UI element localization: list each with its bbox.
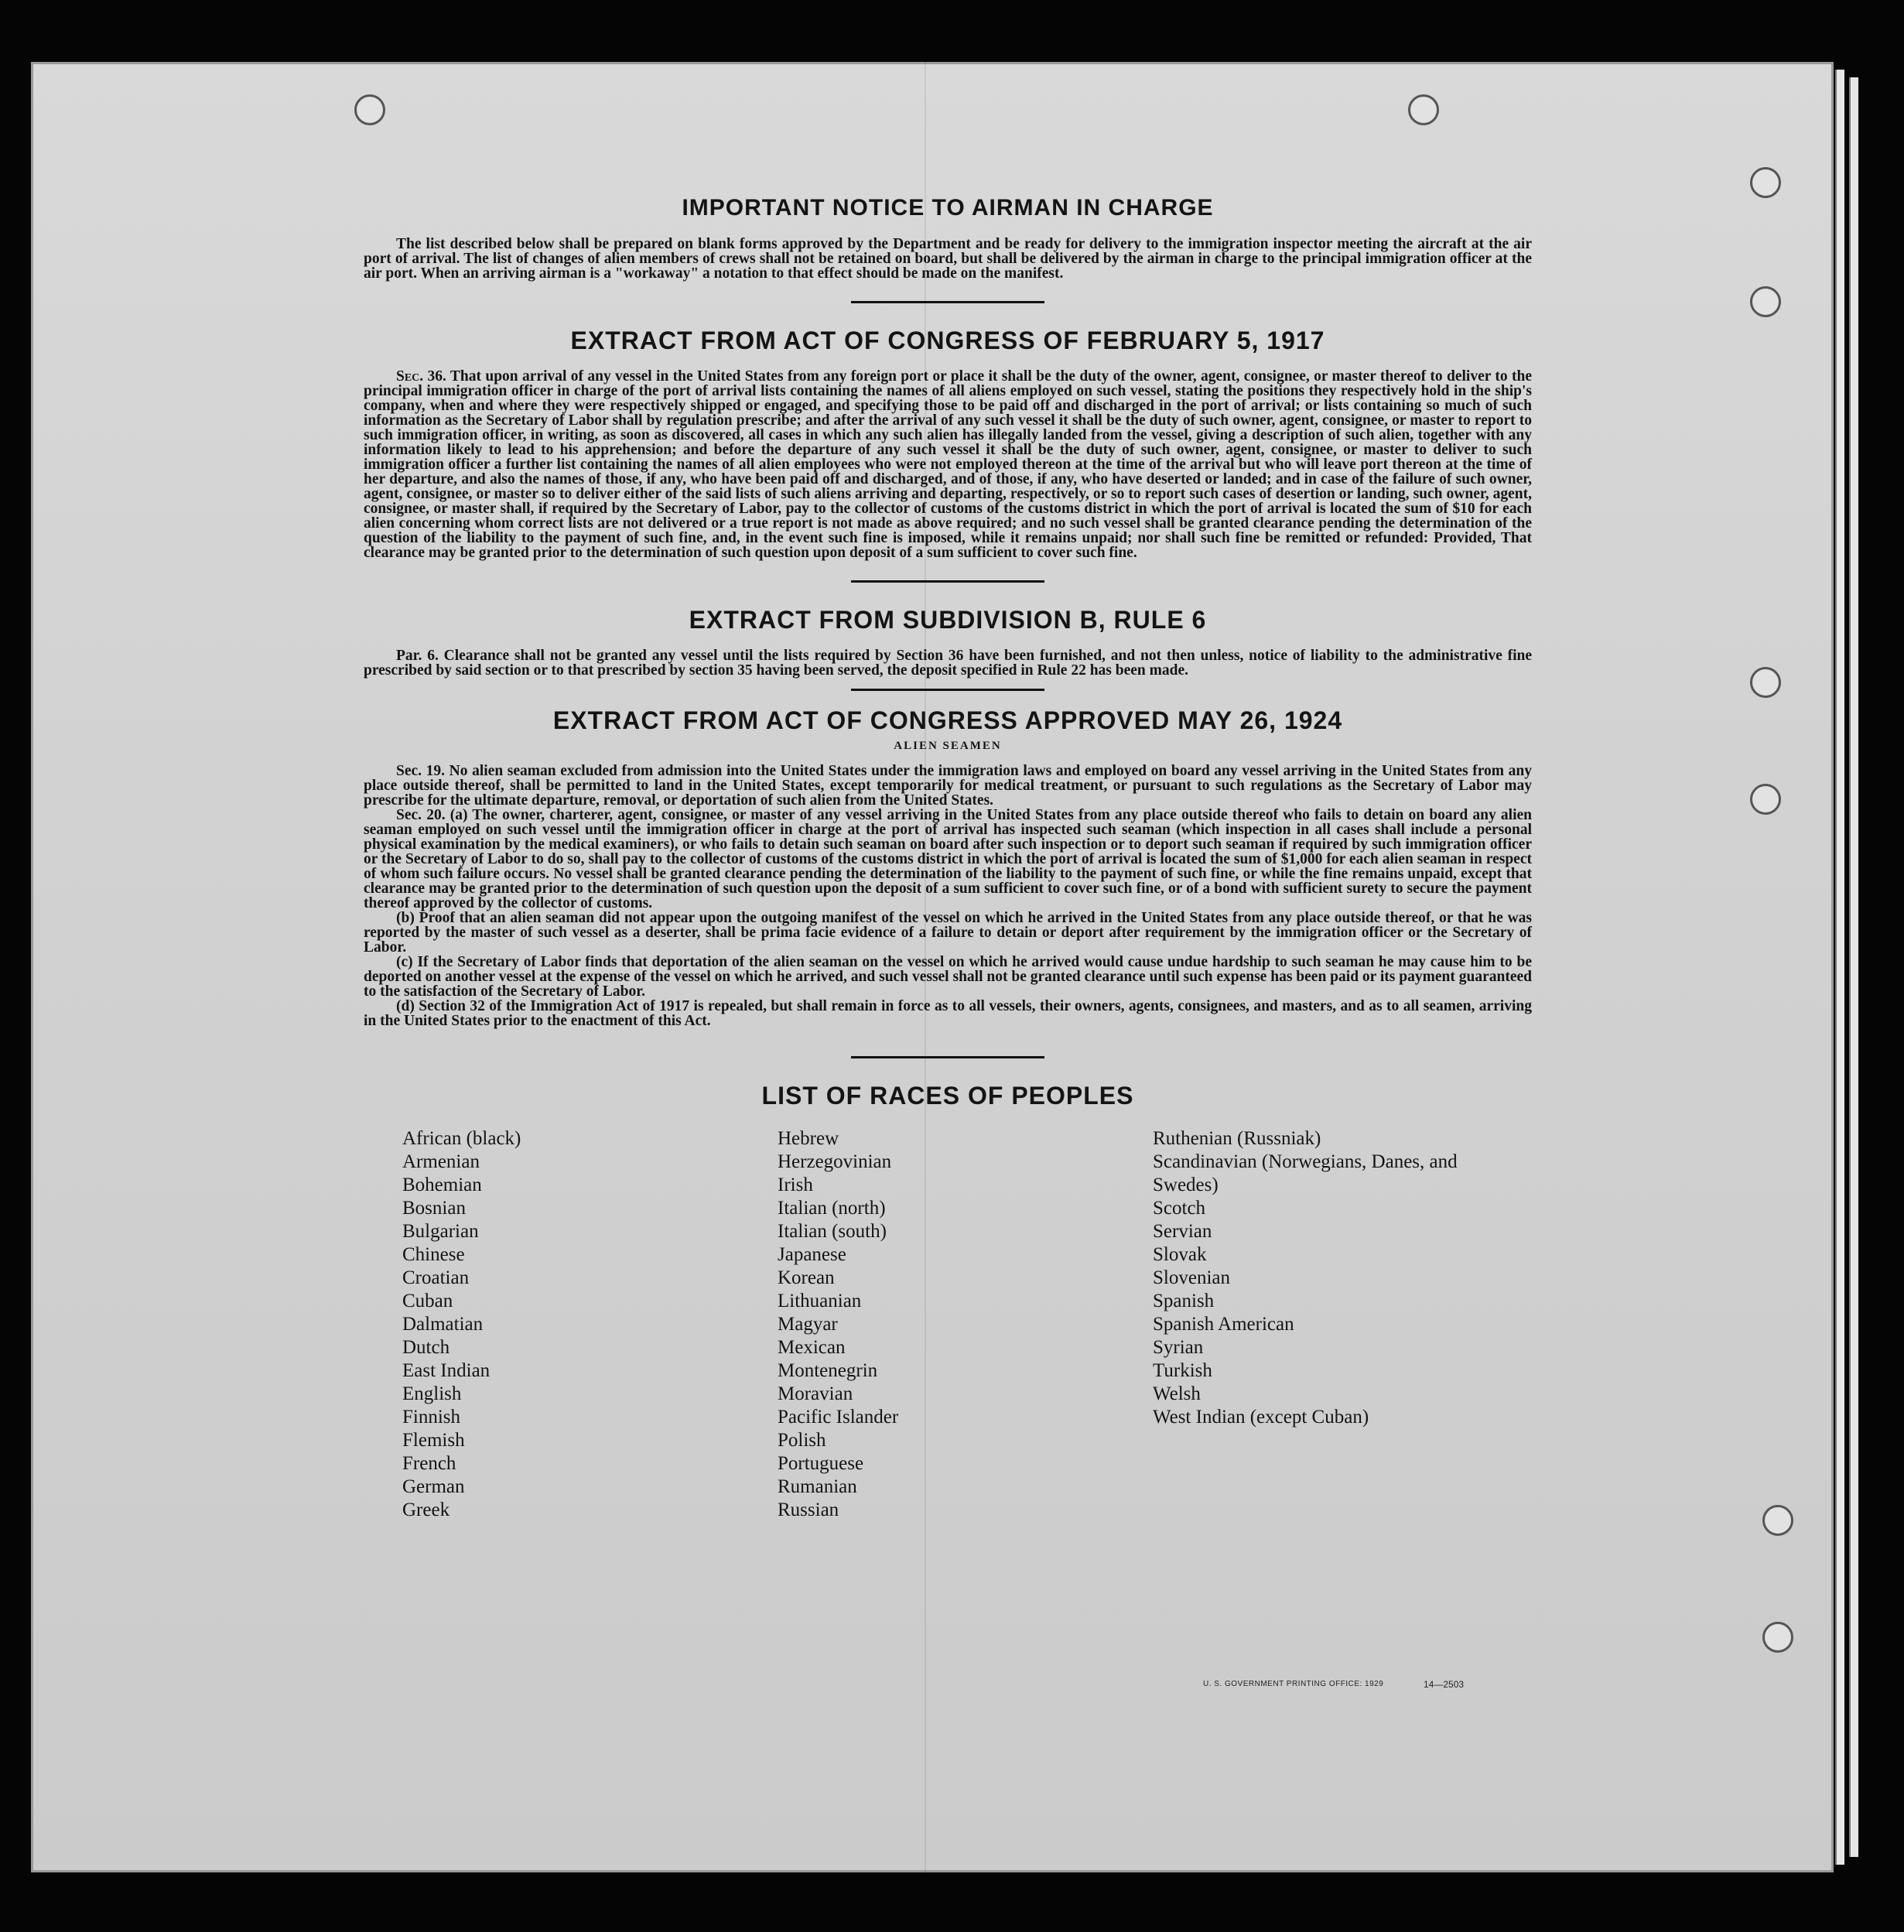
list-item: Pacific Islander (778, 1407, 899, 1428)
list-item: Magyar (778, 1314, 838, 1335)
list-item: Bohemian (402, 1175, 482, 1195)
races-column-2 (778, 1127, 1153, 1522)
list-item: Finnish (402, 1407, 461, 1428)
list-item: Korean (778, 1267, 835, 1288)
list-item: Hebrew (778, 1128, 839, 1149)
list-item: Rumanian (778, 1476, 857, 1497)
sec-19-text: Sec. 19. No alien seaman excluded from admission into the United States under the immigration laws and employed on board any vessel arriving in the United States from any place outside thereof, shall be permitted to land in the United States, except temporarily for medical treatment, or pursuant to such regulations as the Secretary of Labor may prescribe for the ultimate departure, removal, or deportation of such alien from the United States. (364, 763, 1532, 809)
notice-title: IMPORTANT NOTICE TO AIRMAN IN CHARGE (682, 195, 1214, 221)
rule6-section (364, 606, 1532, 678)
list-item: Chinese (402, 1244, 465, 1265)
act-1924-section (364, 706, 1532, 1028)
page-edge (1849, 77, 1858, 1857)
alien-seamen-subtitle: ALIEN SEAMEN (894, 740, 1002, 752)
list-item: Spanish American (1153, 1314, 1294, 1335)
punch-hole (1750, 167, 1781, 198)
list-item: Scandinavian (Norwegians, Danes, and Swedes) (1153, 1151, 1458, 1195)
list-item: Slovenian (1153, 1267, 1230, 1288)
list-item: Mexican (778, 1337, 846, 1358)
punch-hole (1762, 1505, 1793, 1536)
list-item: Scotch (1153, 1198, 1206, 1219)
punch-hole (1408, 94, 1439, 125)
punch-hole (1762, 1622, 1793, 1653)
page-edge (1835, 70, 1844, 1865)
list-item: Spanish (1153, 1291, 1215, 1311)
list-item: Italian (north) (778, 1198, 886, 1219)
sec-20a-text: Sec. 20. (a) The owner, charterer, agent, consignee, or master of any vessel arriving in the United States from any place outside thereof who fails to detain on board any alien seaman employed on such vessel until the immigration officer in charge at the port of arrival has inspected such seaman (which inspection in all cases shall include a personal physical examination by the medical examiners), or who fails to detain such seaman on board after such inspection or to deport such seaman if required by such immigration officer or the Secretary of Labor to do so, shall pay to the collector of customs of the customs district in which the port of arrival is located the sum of $1,000 for each alien seaman in respect of whom such failure occurs. No vessel shall be granted clearance pending the determination of the liability to the payment of such fine, or while the fine remains unpaid, except that clearance may be granted prior to the determination of such question upon the deposit of a sum sufficient to cover such fine, or of a bond with sufficient surety to secure the payment thereof approved by the collector of customs. (364, 807, 1532, 911)
list-item: Bosnian (402, 1198, 466, 1219)
act-1917-section (364, 327, 1532, 560)
list-item: Welsh (1153, 1383, 1201, 1404)
divider (851, 1056, 1044, 1058)
list-item: Dalmatian (402, 1314, 484, 1335)
list-item: Bulgarian (402, 1221, 479, 1242)
list-item: Dutch (402, 1337, 450, 1358)
sec-20d-text: (d) Section 32 of the Immigration Act of 1917 is repealed, but shall remain in force as to all vessels, their owners, agents, consignees, and masters, and as to all seamen, arriving in the United States prior to the enactment of this Act. (364, 998, 1532, 1029)
list-item: Montenegrin (778, 1360, 878, 1381)
list-item: Japanese (778, 1244, 846, 1265)
list-item: Ruthenian (Russniak) (1153, 1128, 1321, 1149)
act-1917-title: EXTRACT FROM ACT OF CONGRESS OF FEBRUARY 5, 1917 (570, 327, 1325, 354)
list-item: Portuguese (778, 1453, 864, 1474)
list-item: East Indian (402, 1360, 491, 1381)
divider (851, 689, 1044, 691)
races-columns (402, 1127, 1532, 1522)
races-column-3 (1153, 1127, 1528, 1522)
list-item: Croatian (402, 1267, 470, 1288)
list-item: Slovak (1153, 1244, 1207, 1265)
punch-hole (1750, 784, 1781, 815)
list-item: Russian (778, 1499, 839, 1520)
races-title: LIST OF RACES OF PEOPLES (761, 1082, 1134, 1110)
act-1917-body (364, 369, 1532, 560)
list-item: Cuban (402, 1291, 453, 1311)
list-item: Moravian (778, 1383, 853, 1404)
list-item: English (402, 1383, 462, 1404)
sec-20c-text: (c) If the Secretary of Labor finds that deportation of the alien seaman on the vessel on which he arrived would cause undue hardship to such seaman he may cause him to be deported on another vessel at the expense of the vessel on which he arrived, and such vessel shall not be granted clearance until such expense has been paid or its payment guaranteed to the satisfaction of the Secretary of Labor. (364, 954, 1532, 1000)
rule6-title: EXTRACT FROM SUBDIVISION B, RULE 6 (689, 606, 1207, 634)
list-item: Lithuanian (778, 1291, 862, 1311)
list-item: Irish (778, 1175, 813, 1195)
sec-36-text: That upon arrival of any vessel in the United States from any foreign port or place it shall be the duty of the owner, agent, consignee, or master thereof to deliver to the principal immigration officer in charge of the port of arrival lists containing the names of all aliens employed on such vessel, stating the positions they respectively hold in the ship's company, when and where they were respectively shipped or engaged, and specifying those to be paid off and discharged in the port of arrival; or lists containing so much of such information as the Secretary of Labor shall by regulation prescribe; and after the arrival of any such vessel it shall be the duty of such owner, agent, consignee, or master to report to such immigration officer, in writing, as soon as discovered, all cases in which any such alien has illegally landed from the vessel, giving a description of such alien, together with any information likely to lead to his apprehension; and before the departure of any such vessel it shall be the duty of such owner, agent, consignee, or master to deliver to such immigration officer a further list containing the names of all alien employees who were not employed thereon at the time of the arrival but who will leave port thereon at the time of her departure, and also the names of those, if any, who have been paid off and discharged, and of those, if any, who have deserted or landed; and in case of the failure of such owner, agent, consignee, or master so to deliver either of the said lists of such aliens arriving and departing, respectively, or so to report such cases of desertion or landing, such owner, agent, consignee, or master shall, if required by the Secretary of Labor, pay to the collector of customs of the customs district in which the port of arrival is located the sum of $10 for each alien concerning whom correct lists are not delivered or a true report is not made as above required; and no such vessel shall be granted clearance pending the determination of the question of the liability to the payment of such fine, and, in the event such fine is imposed, while it remains unpaid; nor shall such fine be remitted or refunded: Provided, That clearance may be granted prior to the determination of such question upon deposit of a sum sufficient to cover such fine. (364, 368, 1533, 561)
list-item: Syrian (1153, 1337, 1204, 1358)
list-item: French (402, 1453, 456, 1474)
rule6-body: Par. 6. Clearance shall not be granted any vessel until the lists required by Section 36 have been furnished, and not then unless, notice of liability to the administrative fine prescribed by said section or to that prescribed by section 35 having been served, the deposit specified in Rule 22 has been made. (364, 648, 1532, 679)
list-item: Herzegovinian (778, 1151, 892, 1172)
sec-20b-text: (b) Proof that an alien seaman did not appear upon the outgoing manifest of the vessel on which he arrived in the United States from any place outside thereof, or that he was reported by the master of such vessel as a deserter, shall be prima facie evidence of a failure to detain or deport after requirement by the immigration officer or the Secretary of Labor. (364, 910, 1532, 956)
list-item: West Indian (except Cuban) (1153, 1407, 1369, 1428)
divider (851, 580, 1044, 583)
list-item: Turkish (1153, 1360, 1212, 1381)
notice-section (364, 195, 1532, 281)
sec-36-label: Sec. 36. (396, 368, 446, 385)
punch-hole (1750, 286, 1781, 317)
form-number: 14—2503 (1424, 1679, 1465, 1690)
notice-body: The list described below shall be prepared on blank forms approved by the Department and be ready for delivery to the immigration inspector meeting the aircraft at the air port of arrival. The list of changes of alien members of crews shall not be retained on board, but shall be delivered by the airman in charge to the principal immigration officer at the air port. When an arriving airman is a "workaway" a notation to that effect should be made on the manifest. (364, 236, 1532, 282)
list-item: African (black) (402, 1128, 521, 1149)
races-column-1 (402, 1127, 778, 1522)
printer-imprint: U. S. GOVERNMENT PRINTING OFFICE: 1929 (1203, 1680, 1384, 1688)
divider (851, 301, 1044, 303)
list-item: Greek (402, 1499, 450, 1520)
document-body (364, 186, 1532, 1522)
list-item: German (402, 1476, 465, 1497)
races-section (364, 1082, 1532, 1522)
list-item: Armenian (402, 1151, 480, 1172)
list-item: Servian (1153, 1221, 1212, 1242)
act-1924-title: EXTRACT FROM ACT OF CONGRESS APPROVED MAY 26, 1924 (552, 706, 1343, 734)
punch-hole (1750, 667, 1781, 698)
list-item: Polish (778, 1430, 826, 1451)
punch-hole (354, 94, 385, 125)
list-item: Flemish (402, 1430, 465, 1451)
list-item: Italian (south) (778, 1221, 887, 1242)
